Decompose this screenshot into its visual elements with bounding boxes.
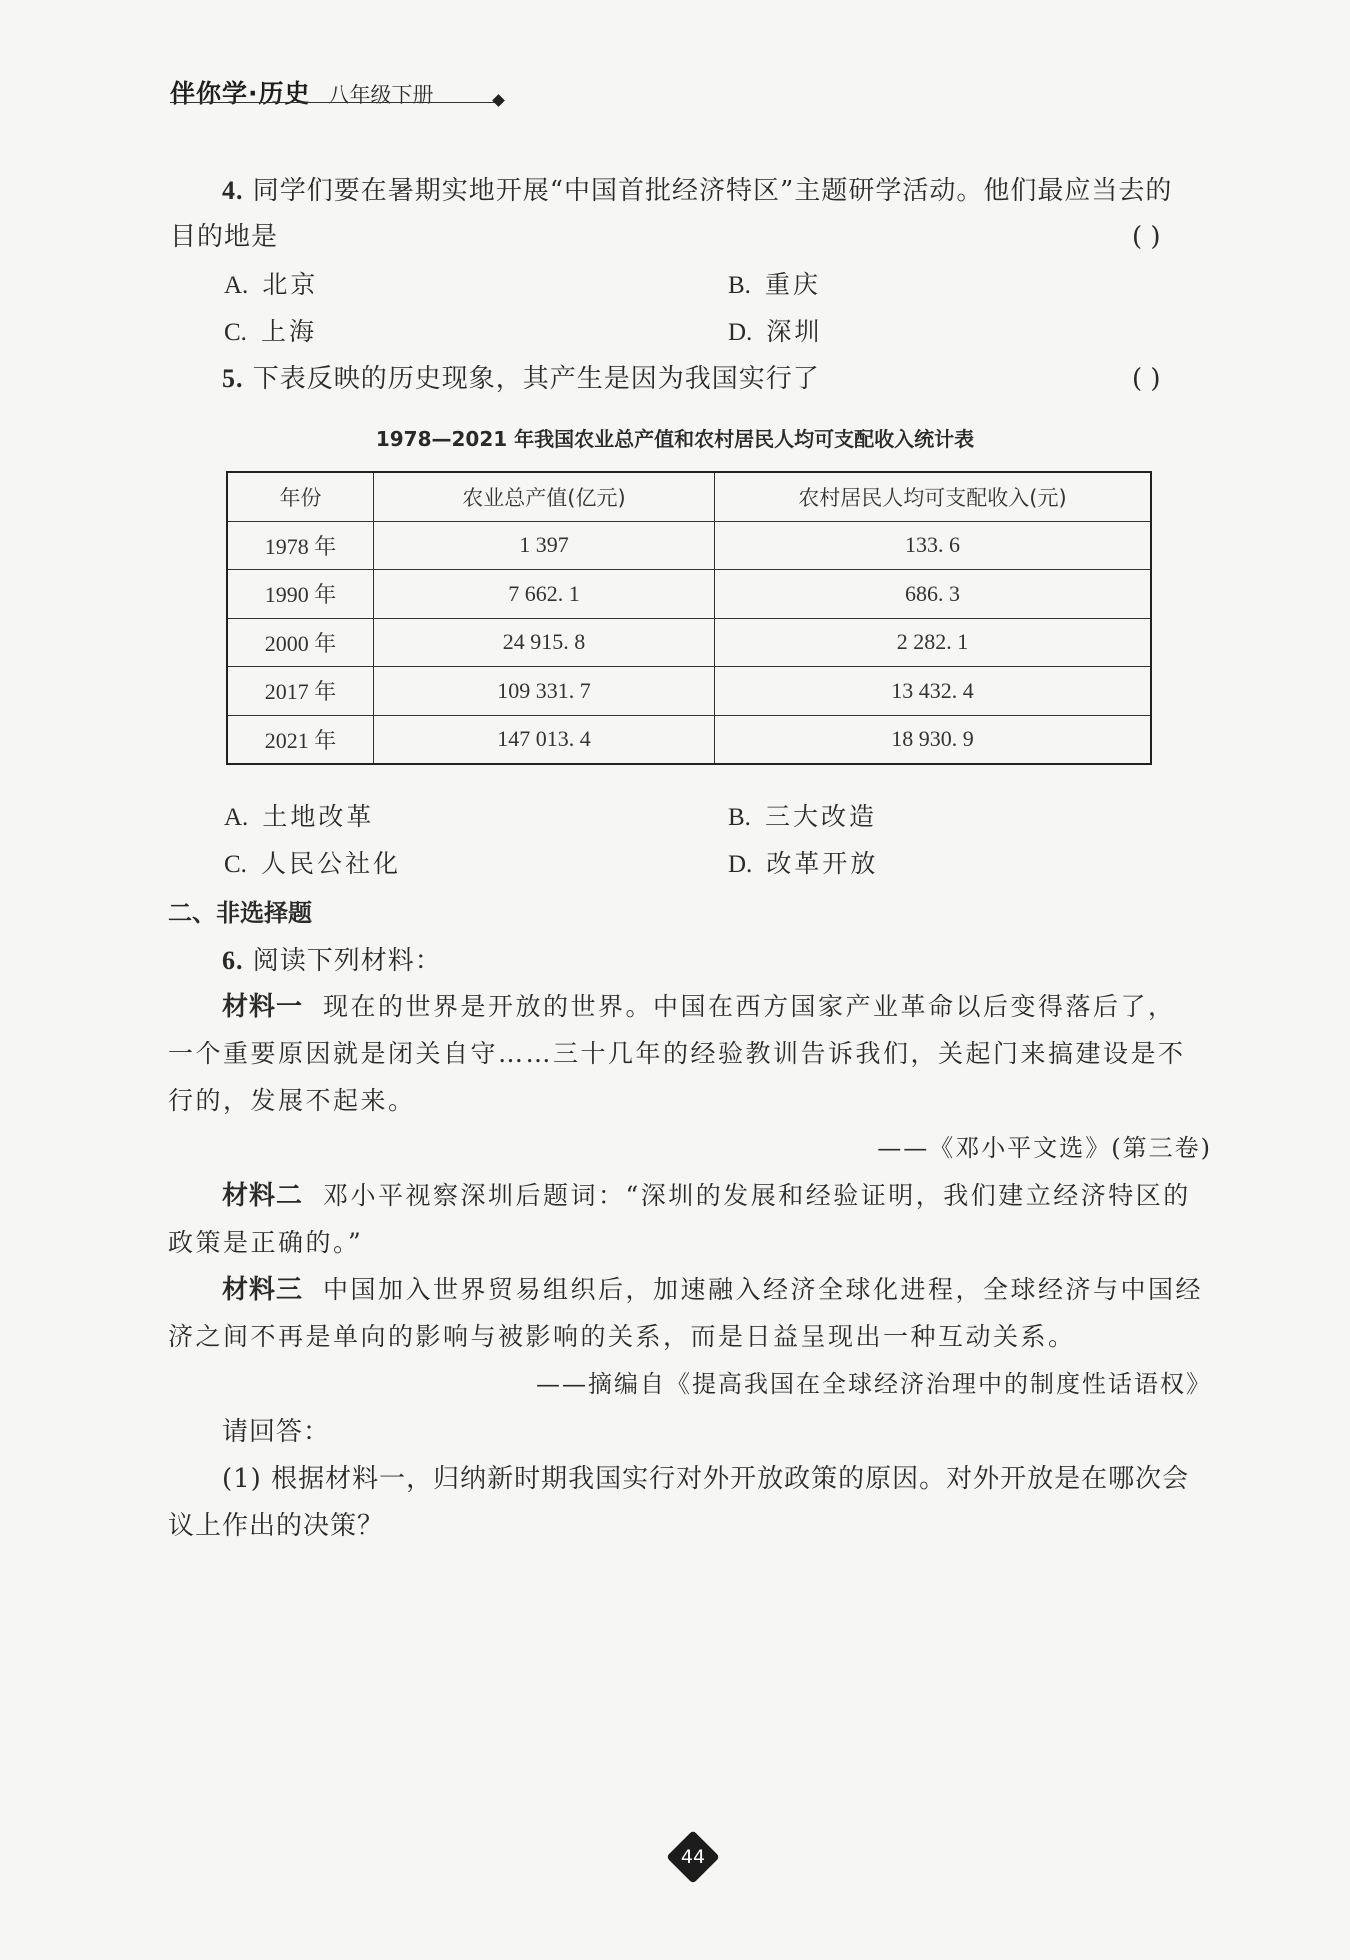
q4-number: 4. — [222, 176, 244, 205]
q4-answer-blank: ( ) — [1132, 222, 1161, 252]
material-1-line-2: 一个重要原因就是闭关自守……三十几年的经验教训告诉我们，关起门来搞建设是不 — [168, 1039, 1186, 1068]
table-row: 1990 年 7 662. 1 686. 3 — [227, 570, 1151, 619]
material-3-line-2: 济之间不再是单向的影响与被影响的关系，而是日益呈现出一种互动关系。 — [168, 1322, 1076, 1351]
q6-intro: 阅读下列材料： — [252, 946, 442, 976]
table-row: 2021 年 147 013. 4 18 930. 9 — [227, 715, 1151, 764]
material-1-line-3: 行的，发展不起来。 — [168, 1086, 416, 1115]
q5-option-b: B. 三大改造 — [728, 802, 877, 831]
q5-answer-blank: ( ) — [1132, 364, 1161, 394]
material-2-line-2: 政策是正确的。” — [168, 1228, 364, 1257]
q4-line-1 — [222, 176, 1172, 206]
material-2-label: 材料二 — [222, 1181, 304, 1211]
grade-label: 八年级下册 — [328, 83, 434, 107]
q5-number: 5. — [222, 364, 244, 393]
table-row: 2017 年 109 331. 7 13 432. 4 — [227, 667, 1151, 716]
table-title: 1978—2021 年我国农业总产值和农村居民人均可支配收入统计表 — [375, 427, 975, 451]
table-row: 2000 年 24 915. 8 2 282. 1 — [227, 618, 1151, 667]
running-header — [170, 74, 500, 110]
q4-option-d: D. 深圳 — [728, 317, 823, 346]
q6-intro-line — [222, 946, 442, 976]
section-title: 二、非选择题 — [168, 899, 312, 927]
q4-option-c: C. 上海 — [224, 317, 317, 346]
q4-option-b: B. 重庆 — [728, 270, 821, 299]
col-header-rural-income: 农村居民人均可支配收入(元) — [715, 472, 1152, 521]
q5-option-a: A. 土地改革 — [224, 802, 375, 831]
q5-text-1: 下表反映的历史现象，其产生是因为我国实行了 — [252, 364, 820, 394]
material-2-line-1: 材料二 邓小平视察深圳后题词：“深圳的发展和经验证明，我们建立经济特区的 — [222, 1181, 1191, 1211]
sub-question-1-line-1: (1) 根据材料一，归纳新时期我国实行对外开放政策的原因。对外开放是在哪次会 — [222, 1464, 1190, 1494]
table-header-row — [227, 472, 1151, 521]
col-header-year: 年份 — [227, 472, 374, 521]
page-number: 44 — [680, 1846, 706, 1868]
header-rule — [170, 102, 496, 103]
q4-text-1: 同学们要在暑期实地开展“中国首批经济特区”主题研学活动。他们最应当去的 — [252, 176, 1173, 206]
q4-option-a: A. 北京 — [224, 270, 319, 299]
material-3-label: 材料三 — [222, 1275, 304, 1305]
ask-label: 请回答： — [222, 1417, 331, 1447]
col-header-agri-output: 农业总产值(亿元) — [374, 472, 715, 521]
material-1-line-1: 材料一 现在的世界是开放的世界。中国在西方国家产业革命以后变得落后了， — [222, 992, 1176, 1022]
q6-number: 6. — [222, 946, 244, 975]
material-3-source: ——摘编自《提高我国在全球经济治理中的制度性话语权》 — [536, 1370, 1212, 1398]
book-title: 伴你学·历史 — [170, 79, 311, 108]
material-1-source: ——《邓小平文选》(第三卷) — [877, 1134, 1212, 1162]
material-1-label: 材料一 — [222, 992, 304, 1022]
q4-text-2: 目的地是 — [170, 222, 279, 252]
stat-table — [226, 471, 1152, 765]
q5-option-c: C. 人民公社化 — [224, 849, 401, 878]
material-3-line-1: 材料三 中国加入世界贸易组织后，加速融入经济全球化进程，全球经济与中国经 — [222, 1275, 1204, 1305]
sub-question-1-line-2: 议上作出的决策？ — [168, 1511, 385, 1541]
page-number-badge — [670, 1834, 716, 1880]
table-row: 1978 年 1 397 133. 6 — [227, 521, 1151, 570]
q5-line-1 — [222, 364, 820, 394]
q5-option-d: D. 改革开放 — [728, 849, 879, 878]
